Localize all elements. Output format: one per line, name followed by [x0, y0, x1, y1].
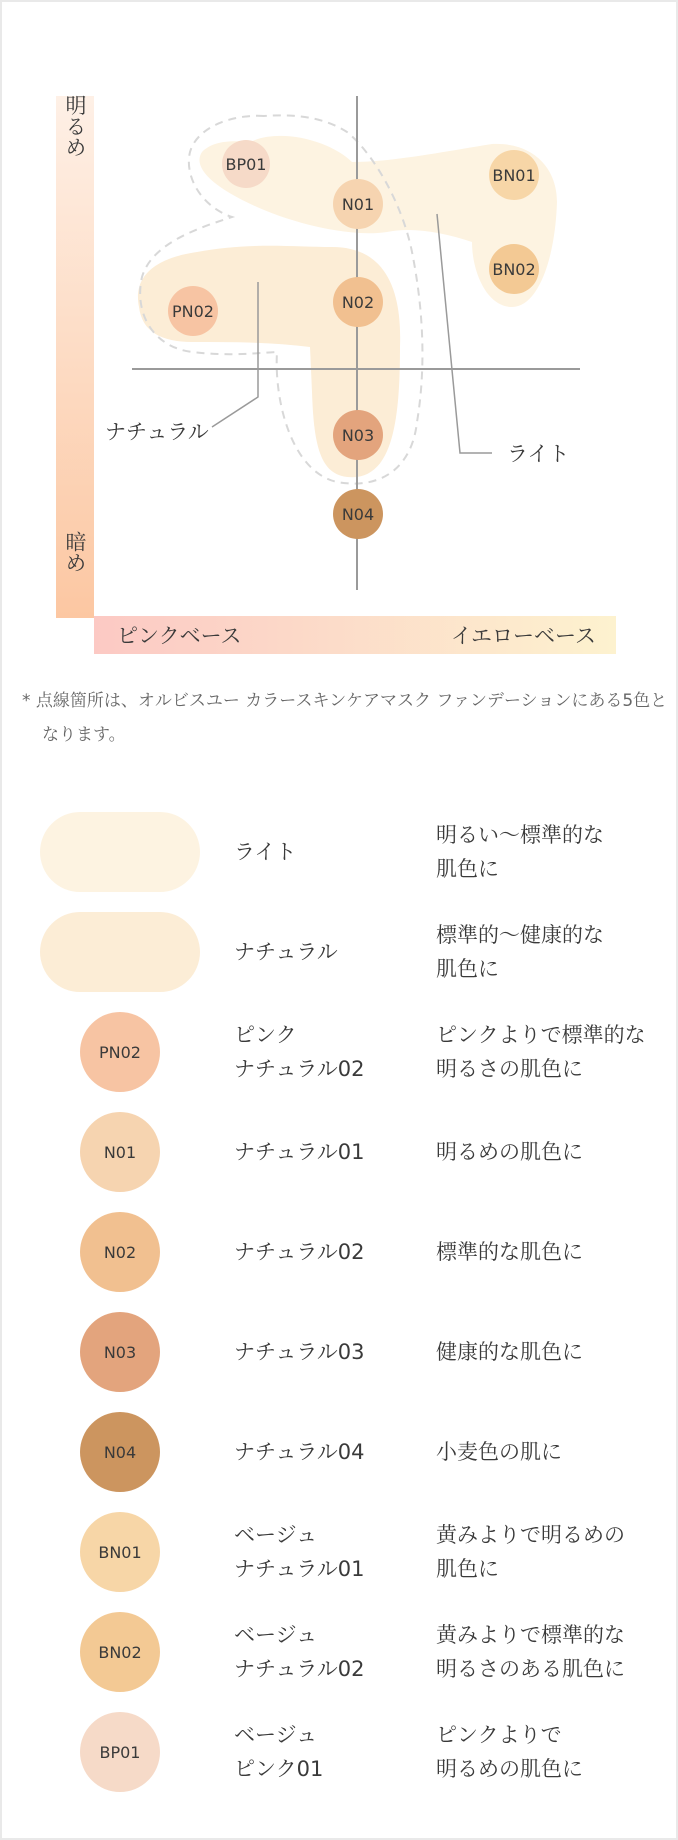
dot-label: N04	[341, 505, 375, 524]
shade-description: 明るめの肌色に	[436, 1140, 583, 1164]
shade-guide-card	[2, 2, 676, 1838]
bn01-swatch: BN01	[80, 1512, 160, 1592]
dot-pn02	[168, 286, 218, 336]
axis-top-label: 明るめ	[63, 94, 87, 158]
dot-bp01	[222, 140, 270, 188]
shade-description: 小麦色の肌に	[436, 1440, 562, 1464]
shade-description: 明るい〜標準的な 肌色に	[436, 823, 604, 881]
bn02-swatch: BN02	[80, 1612, 160, 1692]
shade-name: ナチュラル01	[234, 1140, 365, 1164]
dot-label: N02	[341, 293, 375, 312]
dot-label: BP01	[225, 155, 267, 174]
shade-name: ライト	[234, 840, 297, 864]
light-swatch	[40, 812, 200, 892]
n04-swatch: N04	[80, 1412, 160, 1492]
shade-name: ベージュ ピンク01	[234, 1723, 324, 1781]
dot-bn02	[489, 244, 539, 294]
shade-description: 黄みよりで標準的な 明るさのある肌色に	[436, 1623, 625, 1681]
dot-label: BN02	[492, 260, 536, 279]
pn02-swatch: PN02	[80, 1012, 160, 1092]
dot-label: N03	[341, 426, 375, 445]
shade-name: ベージュ ナチュラル02	[234, 1623, 365, 1681]
shade-description: 健康的な肌色に	[436, 1340, 583, 1364]
shade-name: ナチュラル02	[234, 1240, 365, 1264]
shade-description: ピンクよりで 明るめの肌色に	[436, 1723, 583, 1781]
shade-name: ナチュラル04	[234, 1440, 365, 1464]
shade-description: 標準的な肌色に	[436, 1240, 583, 1264]
axis-bottom-label: 暗め	[63, 531, 87, 573]
dot-n02	[333, 277, 383, 327]
dot-label: BN01	[492, 166, 536, 185]
dot-n04	[333, 489, 383, 539]
legend-row-bp01	[2, 1702, 676, 1802]
dot-label: N01	[341, 195, 375, 214]
light-group-label: ライト	[507, 442, 570, 466]
n02-swatch: N02	[80, 1212, 160, 1292]
shade-name: ピンク ナチュラル02	[234, 1023, 365, 1081]
legend-row-n04	[2, 1402, 676, 1502]
natural-swatch	[40, 912, 200, 992]
dot-n01	[333, 179, 383, 229]
footnote: * 点線箇所は、オルビスユー カラースキンケアマスク ファンデーションにある5色となります。	[22, 691, 668, 745]
dot-n03	[333, 410, 383, 460]
legend-row-light	[2, 802, 676, 902]
shade-name: ナチュラル	[234, 940, 338, 964]
dot-label: PN02	[172, 302, 214, 321]
axis-right-label: イエローベース	[450, 624, 596, 648]
shade-description: 黄みよりで明るめの 肌色に	[436, 1523, 625, 1581]
shade-name: ベージュ ナチュラル01	[234, 1523, 365, 1581]
n01-swatch: N01	[80, 1112, 160, 1192]
axis-left-label: ピンクベース	[117, 624, 242, 648]
bp01-swatch: BP01	[80, 1712, 160, 1792]
legend-row-bn02	[2, 1602, 676, 1702]
legend-row-n03	[2, 1302, 676, 1402]
shade-name: ナチュラル03	[234, 1340, 365, 1364]
dot-bn01	[489, 150, 539, 200]
legend-row-natural	[2, 902, 676, 1002]
shade-description: 標準的〜健康的な 肌色に	[436, 923, 604, 981]
shade-description: ピンクよりで標準的な 明るさの肌色に	[436, 1023, 646, 1081]
legend-row-bn01	[2, 1502, 676, 1602]
n03-swatch: N03	[80, 1312, 160, 1392]
legend-row-n02	[2, 1202, 676, 1302]
legend-row-n01	[2, 1102, 676, 1202]
legend-row-pn02	[2, 1002, 676, 1102]
natural-group-label: ナチュラル	[105, 420, 209, 444]
shade-map-diagram	[2, 2, 676, 662]
